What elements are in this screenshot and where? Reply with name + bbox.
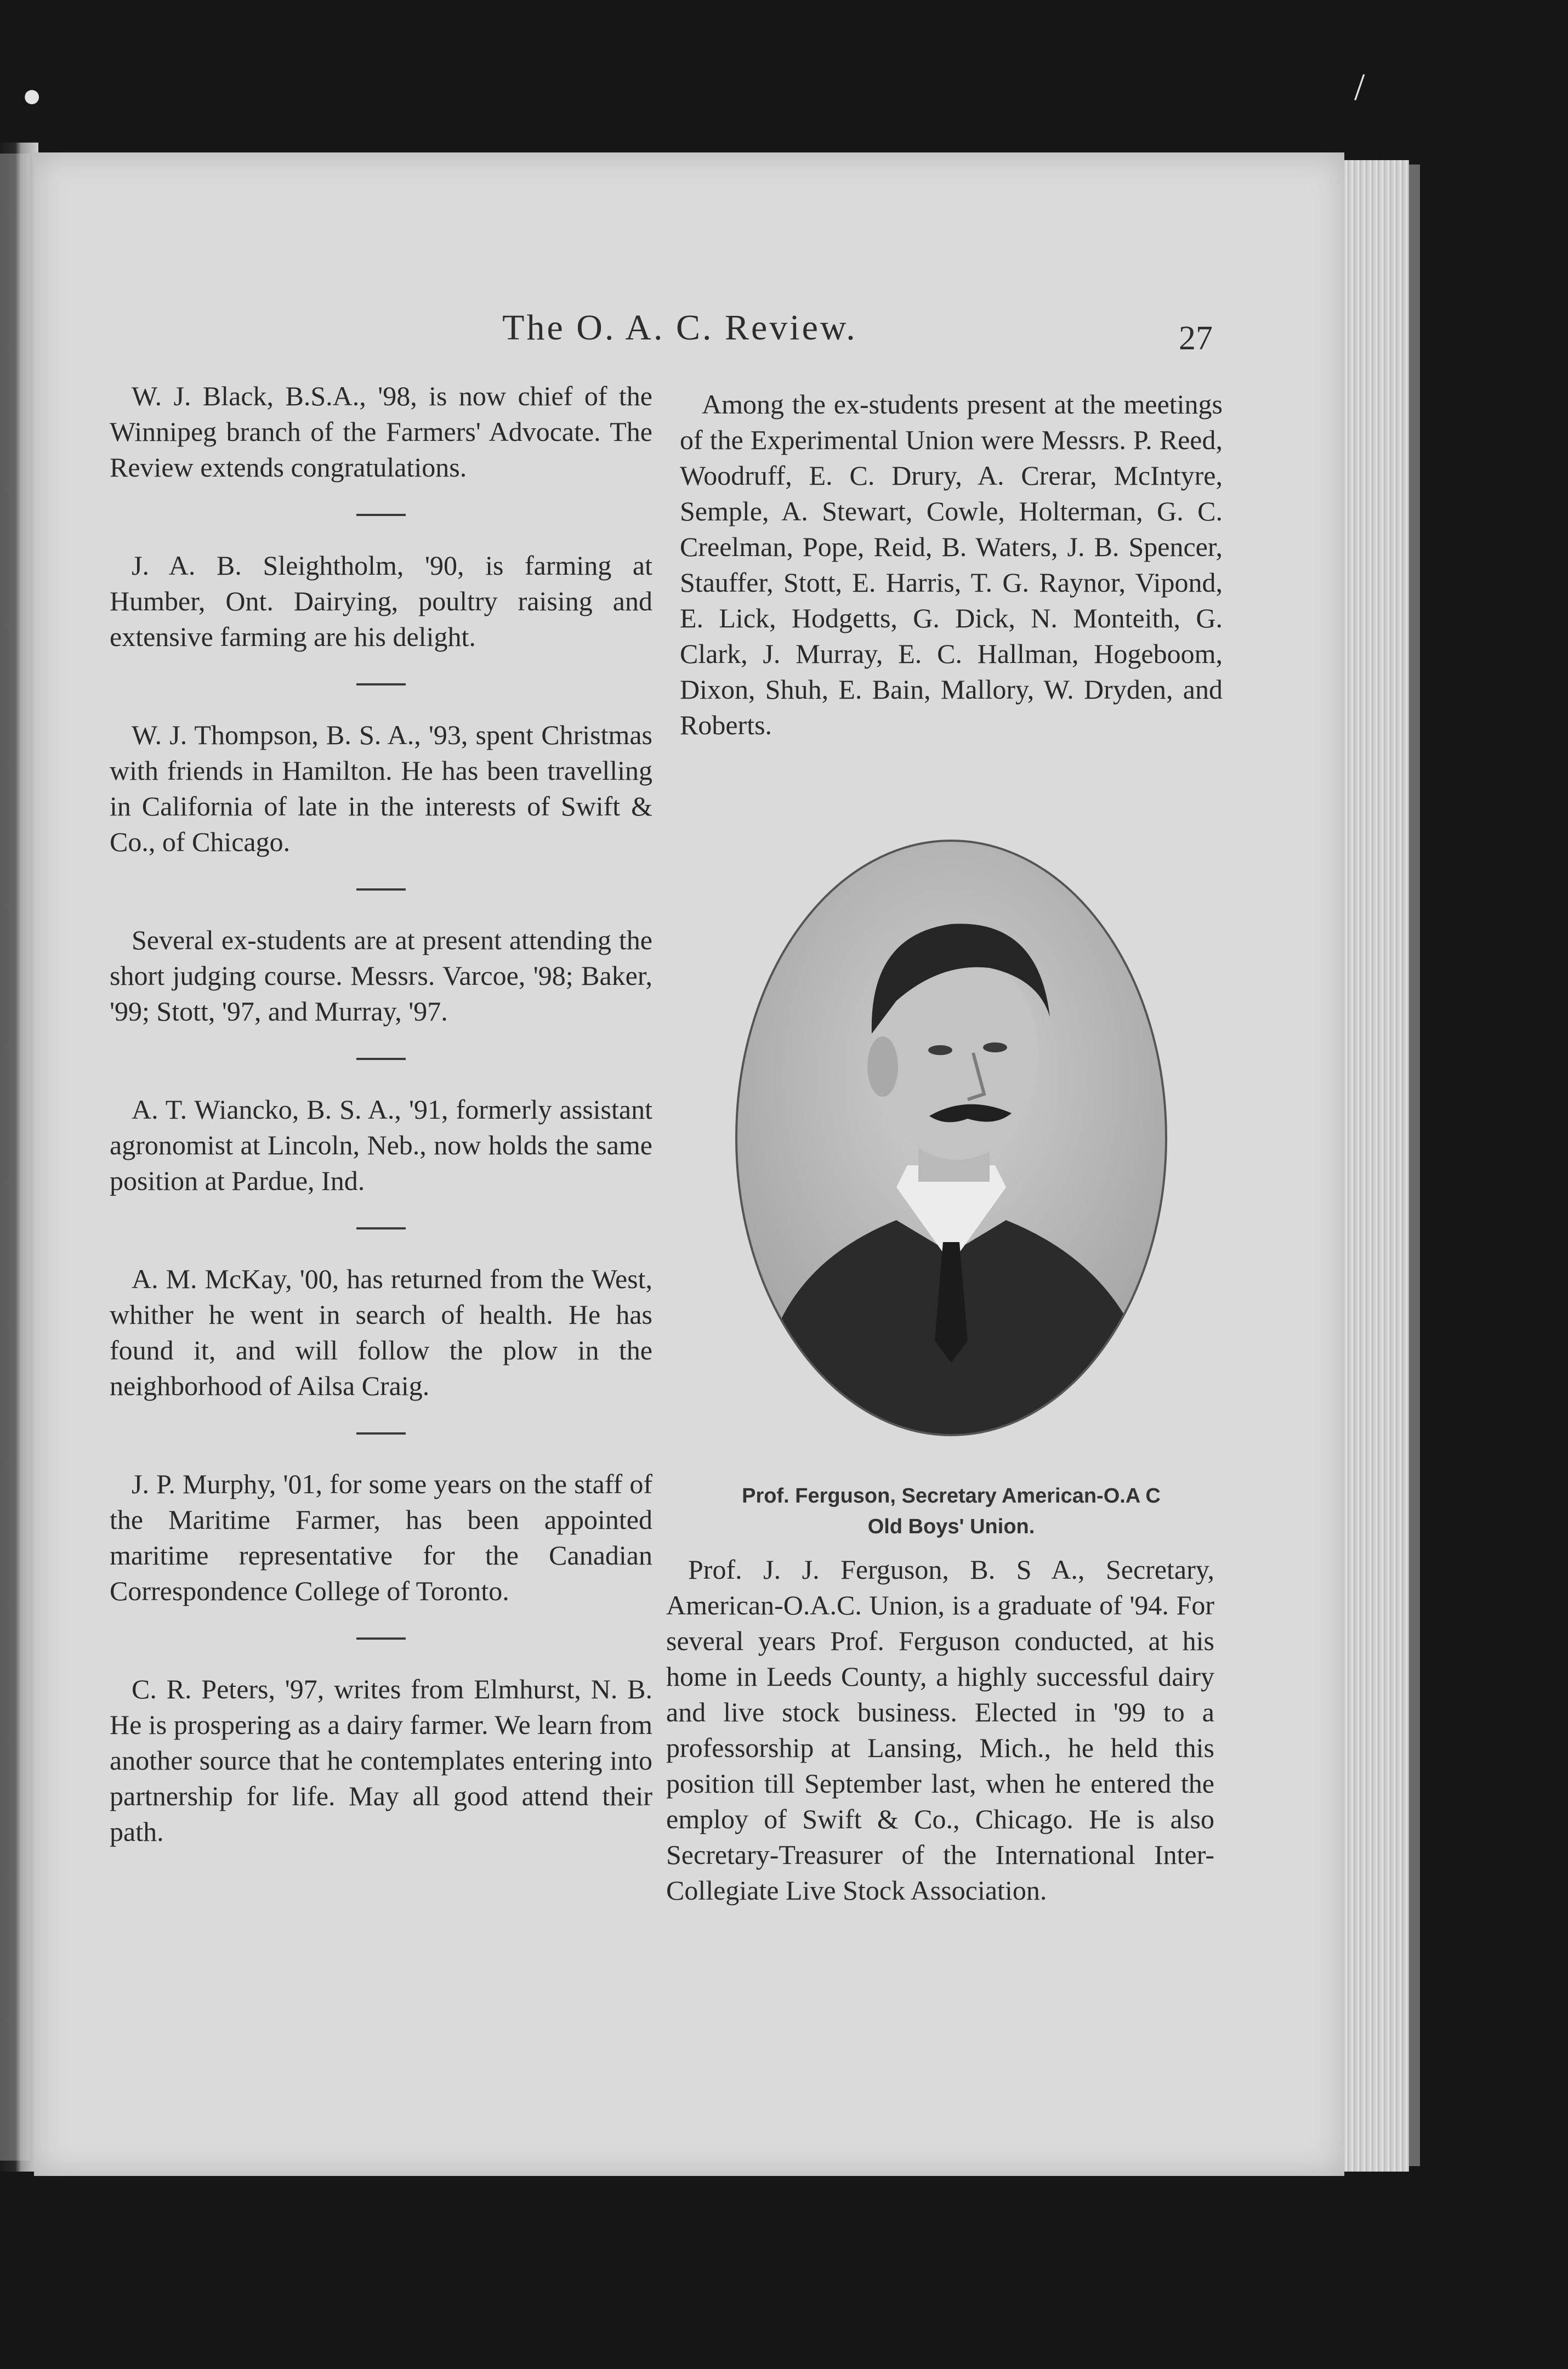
separator-rule [356,1637,406,1640]
news-item: W. J. Thompson, B. S. A., '93, spent Christmas with friends in Hamilton. He has been travelling in California of late in the interests of Swift & Co., of Chicago. [110,719,652,857]
news-item: A. M. McKay, '00, has returned from the West, whither he went in search of health. He has found it, and will follow the plow in the neighborhood of Ailsa Craig. [110,1263,652,1401]
running-head: The O. A. C. Review. [502,308,857,348]
separator-rule [356,888,406,891]
page-number: 27 [1179,320,1213,357]
profile-paragraph: Prof. J. J. Ferguson, B. S A., Secretary, American-O.A.C. Union, is a graduate of '94. For several years Prof. Ferguson conducted, at his home in Leeds County, a highly successful dairy and live stock business. Elected in '99 to a professorship at Lansing, Mich., he held this position till September last, when he entered the employ of Swift & Co., Chicago. He is also Secretary-Treasurer of the International Inter-Collegiate Live Stock Association. [666,1554,1214,1906]
separator-rule [356,1058,406,1060]
right-column-intro [680,387,1223,743]
portrait-photo [732,836,1171,1439]
news-item: C. R. Peters, '97, writes from Elmhurst, N. B. He is prospering as a dairy farmer. We learn from another source that he contemplates entering into partnership for life. May all good attend their path. [110,1674,652,1847]
news-item: J. P. Murphy, '01, for some years on the staff of the Maritime Farmer, has been appointed maritime representative for the Canadian Correspondence College of Toronto. [110,1469,652,1606]
film-scratch: / [1354,66,1365,109]
separator-rule [356,1227,406,1229]
left-column [110,378,652,1850]
news-item: A. T. Wiancko, B. S. A., '91, formerly assistant agronomist at Lincoln, Neb., now holds the same position at Pardue, Ind. [110,1094,652,1196]
film-speck: ● [22,77,42,114]
book-cover-edge [1409,165,1420,2166]
page-block-edges [1344,160,1409,2172]
news-item: Several ex-students are at present attending the short judging course. Messrs. Varcoe, '98; Baker, '99; Stott, '97, and Murray, '97. [110,925,652,1027]
photo-caption [652,1481,1250,1542]
news-item: W. J. Black, B.S.A., '98, is now chief of the Winnipeg branch of the Farmers' Advocate. The Review extends congratulations. [110,381,652,483]
separator-rule [356,1432,406,1435]
separator-rule [356,514,406,516]
right-column-profile [666,1552,1214,1908]
caption-line: Old Boys' Union. [867,1515,1035,1538]
news-item: J. A. B. Sleightholm, '90, is farming at Humber, Ont. Dairying, poultry raising and extensive farming are his delight. [110,550,652,652]
separator-rule [356,683,406,685]
ex-students-list: Among the ex-students present at the meetings of the Experimental Union were Messrs. P. Reed, Woodruff, E. C. Drury, A. Crerar, McIntyre, Semple, A. Stewart, Cowle, Holterman, G. C. Creelman, Pope, Reid, B. Waters, J. B. Spencer, Stauffer, Stott, E. Harris, T. G. Raynor, Vipond, E. Lick, Hodgetts, G. Dick, N. Monteith, G. Clark, J. Murray, E. C. Hallman, Hogeboom, Dixon, Shuh, E. Bain, Mallory, W. Dryden, and Roberts. [680,389,1223,740]
caption-line: Prof. Ferguson, Secretary American-O.A C [742,1484,1161,1507]
spine-strip [0,154,30,2161]
